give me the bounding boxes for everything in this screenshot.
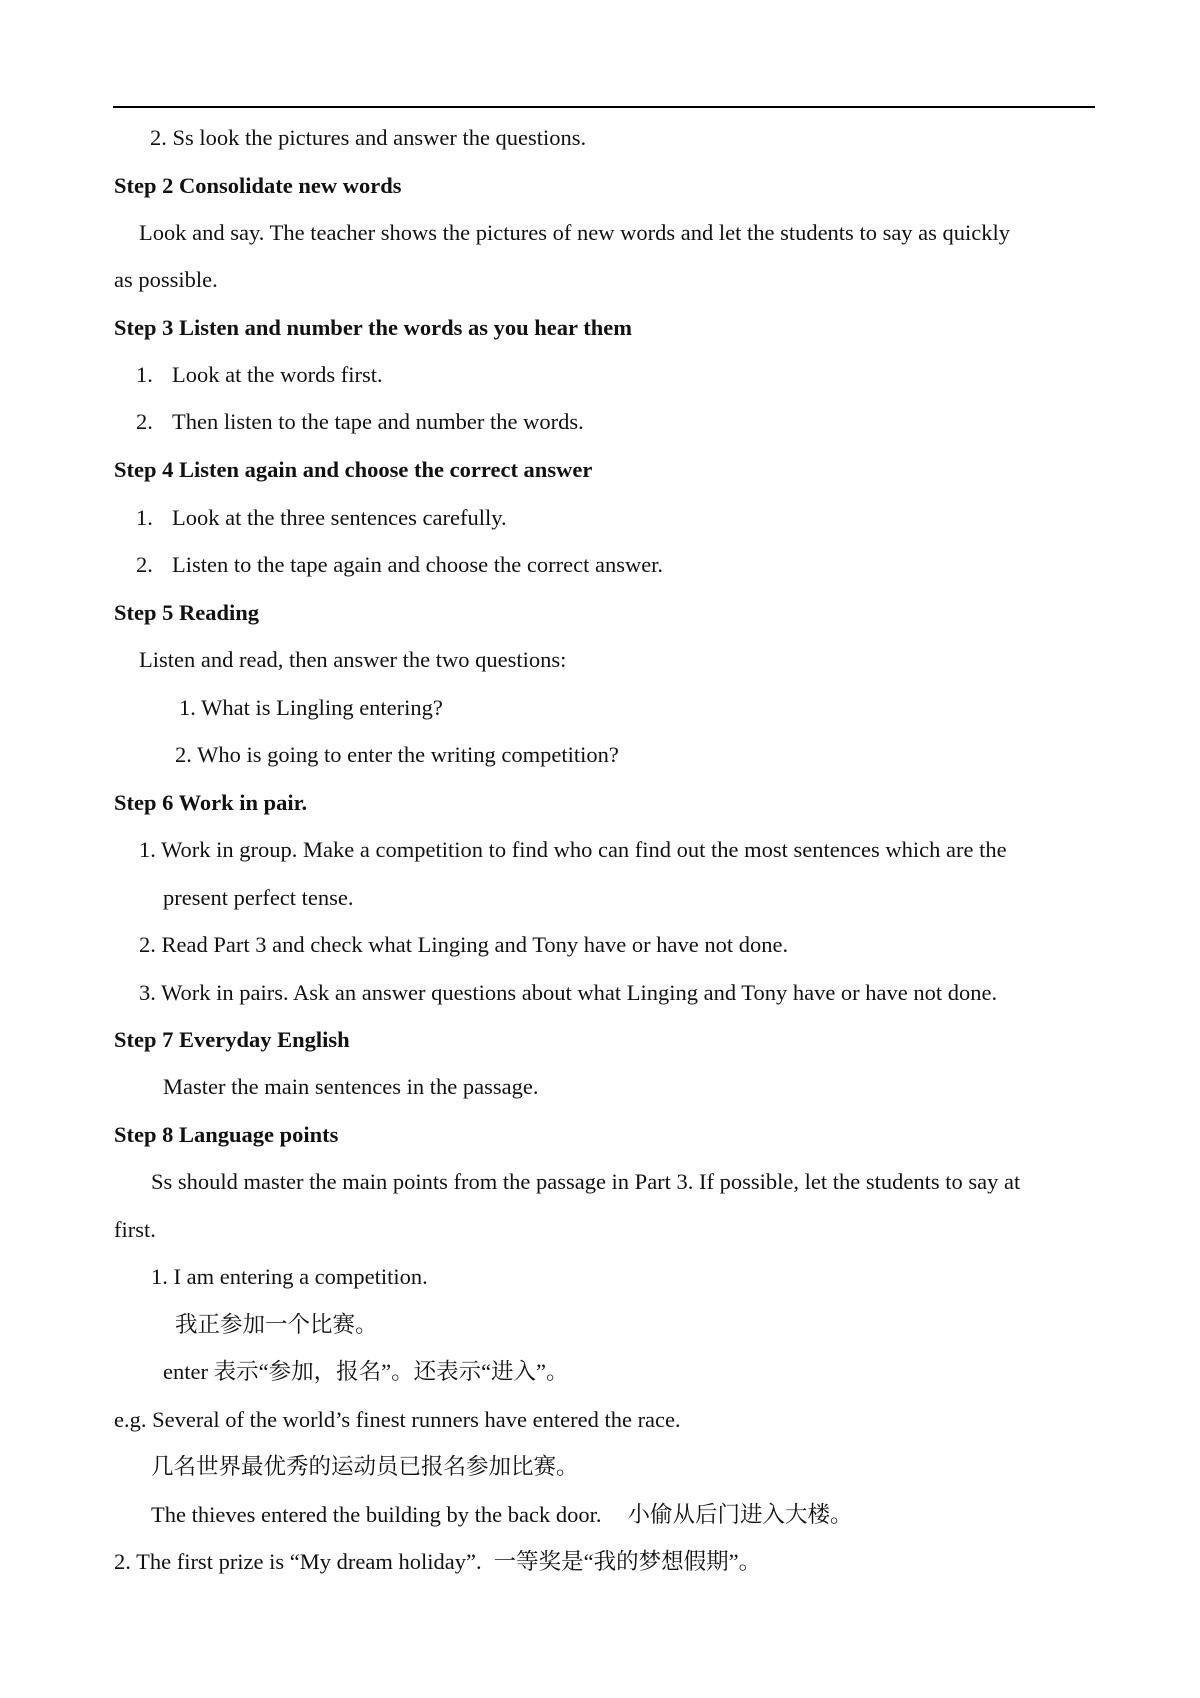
step7-text: Master the main sentences in the passage. xyxy=(163,1074,539,1099)
step6-heading: Step 6 Work in pair. xyxy=(114,790,308,815)
step8-text-line1: Ss should master the main points from the passage in Part 3. If possible, let the students to say at xyxy=(151,1169,1021,1194)
step2-text-line1: Look and say. The teacher shows the pictures of new words and let the students to say as quickly xyxy=(139,220,1011,245)
step4-item-2-number: 2. xyxy=(136,552,153,577)
intro-item: 2. Ss look the pictures and answer the questions. xyxy=(150,125,587,150)
step5-intro: Listen and read, then answer the two questions: xyxy=(139,647,567,672)
step4-item-1 xyxy=(136,503,507,533)
step5-question-1: 1. What is Lingling entering? xyxy=(179,695,443,720)
step4-item-2-text: Listen to the tape again and choose the correct answer. xyxy=(172,552,664,577)
step8-heading: Step 8 Language points xyxy=(114,1122,339,1147)
step2-text-line2: as possible. xyxy=(114,267,218,292)
step3-item-2 xyxy=(136,407,584,437)
step8-point-2-english: 2. The first prize is “My dream holiday”. xyxy=(114,1549,482,1574)
step4-item-2 xyxy=(136,550,663,580)
example-sentence-2 xyxy=(151,1500,853,1530)
step4-heading: Step 4 Listen again and choose the correct answer xyxy=(114,457,593,482)
enter-usage-note: enter 表示“参加，报名”。还表示“进入”。 xyxy=(163,1359,569,1384)
step5-heading: Step 5 Reading xyxy=(114,600,260,625)
step4-item-1-number: 1. xyxy=(136,505,153,530)
step8-text-line2: first. xyxy=(114,1217,156,1242)
header-rule xyxy=(113,106,1095,108)
step3-heading: Step 3 Listen and number the words as you hear them xyxy=(114,315,632,340)
step5-question-2: 2. Who is going to enter the writing competition? xyxy=(175,742,619,767)
step3-item-2-text: Then listen to the tape and number the words. xyxy=(172,409,584,434)
example-sentence-1: e.g. Several of the world’s finest runners have entered the race. xyxy=(114,1407,681,1432)
step2-heading: Step 2 Consolidate new words xyxy=(114,173,402,198)
step4-item-1-text: Look at the three sentences carefully. xyxy=(172,505,507,530)
step6-item-1-line1: 1. Work in group. Make a competition to find who can find out the most sentences which are the xyxy=(139,837,1007,862)
step6-item-3: 3. Work in pairs. Ask an answer questions about what Linging and Tony have or have not done. xyxy=(139,980,998,1005)
step3-item-1-number: 1. xyxy=(136,362,153,387)
example-sentence-2-english: The thieves entered the building by the back door. xyxy=(151,1502,602,1527)
example-sentence-2-translation: 小偷从后门进入大楼。 xyxy=(627,1502,853,1527)
step3-item-1-text: Look at the words first. xyxy=(172,362,383,387)
step8-point-2 xyxy=(114,1547,761,1577)
example-sentence-1-translation: 几名世界最优秀的运动员已报名参加比赛。 xyxy=(151,1454,579,1479)
step6-item-2: 2. Read Part 3 and check what Linging and Tony have or have not done. xyxy=(139,932,789,957)
step3-item-2-number: 2. xyxy=(136,409,153,434)
step6-item-1-line2: present perfect tense. xyxy=(163,885,354,910)
step8-point-2-translation: 一等奖是“我的梦想假期”。 xyxy=(493,1549,762,1574)
step8-point-1-translation: 我正参加一个比赛。 xyxy=(175,1312,378,1337)
step3-item-1 xyxy=(136,360,383,390)
step8-point-1: 1. I am entering a competition. xyxy=(151,1264,428,1289)
step7-heading: Step 7 Everyday English xyxy=(114,1027,350,1052)
